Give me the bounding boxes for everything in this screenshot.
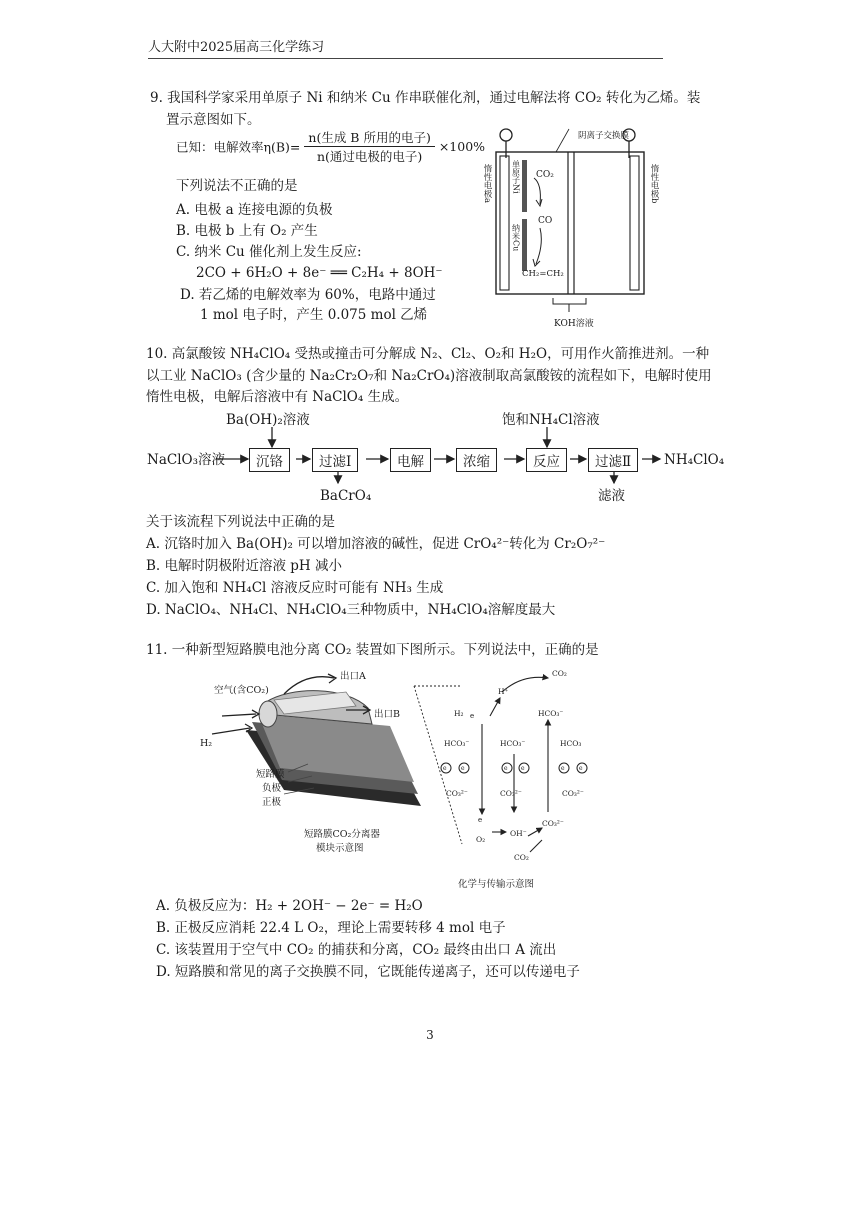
q9-co2-label: CO₂ xyxy=(536,170,554,180)
q9-right-electrode-label: 惰性电极b xyxy=(649,164,659,204)
q9-known-label: 已知：电解效率η(B)= xyxy=(176,139,301,155)
flow-step-chromium-precipitation: 沉铬 xyxy=(249,448,290,472)
hydroxide-label: OH⁻ xyxy=(510,829,527,838)
h-plus-label: H⁺ xyxy=(498,687,509,696)
q11-transport-schematic xyxy=(402,664,632,874)
module-caption-line1: 短路膜CO₂分离器 xyxy=(304,829,380,840)
svg-text:e: e xyxy=(504,765,508,772)
co3-bottom-label: CO₃²⁻ xyxy=(542,819,564,828)
q9-membrane-label: 阴离子交换膜 xyxy=(578,131,630,141)
flow-byproduct: BaCrO₄ xyxy=(320,488,372,504)
flow-step-concentration: 浓缩 xyxy=(456,448,497,472)
q10-option-a: A. 沉铬时加入 Ba(OH)₂ 可以增加溶液的碱性，促进 CrO₄²⁻转化为 Cr₂O₇²⁻ xyxy=(146,536,606,552)
co3-right-label: CO₃²⁻ xyxy=(562,789,584,798)
q9-ni-label: 单原子Ni xyxy=(511,160,521,194)
q11-option-a: A. 负极反应为：H₂ + 2OH⁻ − 2e⁻ = H₂O xyxy=(156,898,423,914)
co2-top-label: CO₂ xyxy=(552,669,567,678)
hco3-top-label: HCO₃⁻ xyxy=(538,709,564,718)
q9-cu-label: 纳米Cu xyxy=(511,224,521,252)
svg-text:e: e xyxy=(521,765,525,772)
page-header: 人大附中2025届高三化学练习 xyxy=(148,40,325,55)
q11-option-b: B. 正极反应消耗 22.4 L O₂，理论上需要转移 4 mol 电子 xyxy=(156,920,506,936)
hco3-right-label: HCO₃ xyxy=(560,739,582,748)
svg-text:e: e xyxy=(443,765,447,772)
q10-prompt: 关于该流程下列说法中正确的是 xyxy=(146,514,335,530)
q9-electrolysis-diagram xyxy=(478,124,668,332)
transport-caption: 化学与传输示意图 xyxy=(458,879,535,890)
svg-text:e: e xyxy=(461,765,465,772)
q9-left-electrode-label: 惰性电极a xyxy=(482,164,492,204)
hco3-left-label: HCO₃⁻ xyxy=(444,739,470,748)
electron-top-label: e xyxy=(470,712,475,720)
co3-middle-label: CO₃²⁻ xyxy=(500,789,522,798)
co2-bottom-label: CO₂ xyxy=(514,853,529,862)
q9-koh-label: KOH溶液 xyxy=(554,319,594,329)
outlet-a-label: 出口A xyxy=(340,671,366,682)
fraction-numerator: n(生成 B 所用的电子) xyxy=(304,128,434,147)
q10-option-b: B. 电解时阴极附近溶液 pH 减小 xyxy=(146,558,343,574)
flow-step-filtration-1: 过滤Ⅰ xyxy=(312,448,358,472)
q10-stem-line2: 以工业 NaClO₃ (含少量的 Na₂Cr₂O₇和 Na₂CrO₄)溶液制取高氯酸铵的流程如下，电解时使用 xyxy=(146,368,712,384)
efficiency-fraction xyxy=(304,128,434,165)
q9-stem-line1: 9. 我国科学家采用单原子 Ni 和纳米 Cu 作串联催化剂，通过电解法将 CO₂ 转化为乙烯。装 xyxy=(150,90,701,106)
flow-input: NaClO₃溶液 xyxy=(147,452,225,468)
q9-known-formula xyxy=(176,128,485,165)
outlet-b-label: 出口B xyxy=(374,709,400,720)
q11-option-c: C. 该装置用于空气中 CO₂ 的捕获和分离，CO₂ 最终由出口 A 流出 xyxy=(156,942,557,958)
q9-option-a: A. 电极 a 连接电源的负极 xyxy=(176,202,333,218)
o2-label: O₂ xyxy=(476,835,486,844)
flow-reagent-nh4cl: 饱和NH₄Cl溶液 xyxy=(502,412,600,428)
flow-step-reaction: 反应 xyxy=(526,448,567,472)
q10-stem-line3: 惰性电极，电解后溶液中有 NaClO₄ 生成。 xyxy=(146,389,409,405)
flow-filtrate: 滤液 xyxy=(598,488,625,504)
module-caption-line2: 模块示意图 xyxy=(316,843,364,854)
h2-right-label: H₂ xyxy=(454,709,464,718)
air-inlet-label: 空气(含CO₂) xyxy=(214,685,269,696)
q9-stem-line2: 置示意图如下。 xyxy=(166,112,261,128)
flow-product: NH₄ClO₄ xyxy=(664,452,725,468)
co3-left-label: CO₃²⁻ xyxy=(446,789,468,798)
q10-option-d: D. NaClO₄、NH₄Cl、NH₄ClO₄三种物质中，NH₄ClO₄溶解度最大 xyxy=(146,602,556,618)
svg-text:e: e xyxy=(579,765,583,772)
q10-stem-line1: 10. 高氯酸铵 NH₄ClO₄ 受热或撞击可分解成 N₂、Cl₂、O₂和 H₂O，可用作火箭推进剂。一种 xyxy=(146,346,710,362)
fraction-tail: ×100% xyxy=(438,139,486,154)
svg-text:e: e xyxy=(561,765,565,772)
electron-bottom-label: e xyxy=(478,816,483,824)
negative-electrode-label: 负极 xyxy=(262,783,282,794)
q9-prompt: 下列说法不正确的是 xyxy=(176,178,298,194)
fraction-denominator: n(通过电极的电子) xyxy=(316,149,423,164)
q9-ethylene-label: CH₂=CH₂ xyxy=(522,269,564,279)
positive-electrode-label: 正极 xyxy=(262,797,282,808)
header-rule xyxy=(148,58,663,59)
flow-reagent-baoh2: Ba(OH)₂溶液 xyxy=(226,412,310,428)
q9-option-b: B. 电极 b 上有 O₂ 产生 xyxy=(176,223,318,239)
q9-option-c: C. 纳米 Cu 催化剂上发生反应: xyxy=(176,244,362,260)
q9-option-d-line1: D. 若乙烯的电解效率为 60%，电路中通过 xyxy=(180,287,436,303)
q10-option-c: C. 加入饱和 NH₄Cl 溶液反应时可能有 NH₃ 生成 xyxy=(146,580,444,596)
q9-option-c-equation: 2CO + 6H₂O + 8e⁻ ══ C₂H₄ + 8OH⁻ xyxy=(196,265,443,281)
h2-inlet-label: H₂ xyxy=(200,738,213,749)
q9-option-d-line2: 1 mol 电子时，产生 0.075 mol 乙烯 xyxy=(200,307,428,323)
q11-stem: 11. 一种新型短路膜电池分离 CO₂ 装置如下图所示。下列说法中，正确的是 xyxy=(146,642,599,658)
page-number: 3 xyxy=(426,1028,434,1042)
membrane-label: 短路膜 xyxy=(256,769,285,780)
q9-co-label: CO xyxy=(538,216,553,226)
q11-option-d: D. 短路膜和常见的离子交换膜不同，它既能传递离子，还可以传递电子 xyxy=(156,964,580,980)
flow-step-electrolysis: 电解 xyxy=(390,448,431,472)
hco3-middle-label: HCO₃⁻ xyxy=(500,739,526,748)
flow-step-filtration-2: 过滤Ⅱ xyxy=(588,448,638,472)
